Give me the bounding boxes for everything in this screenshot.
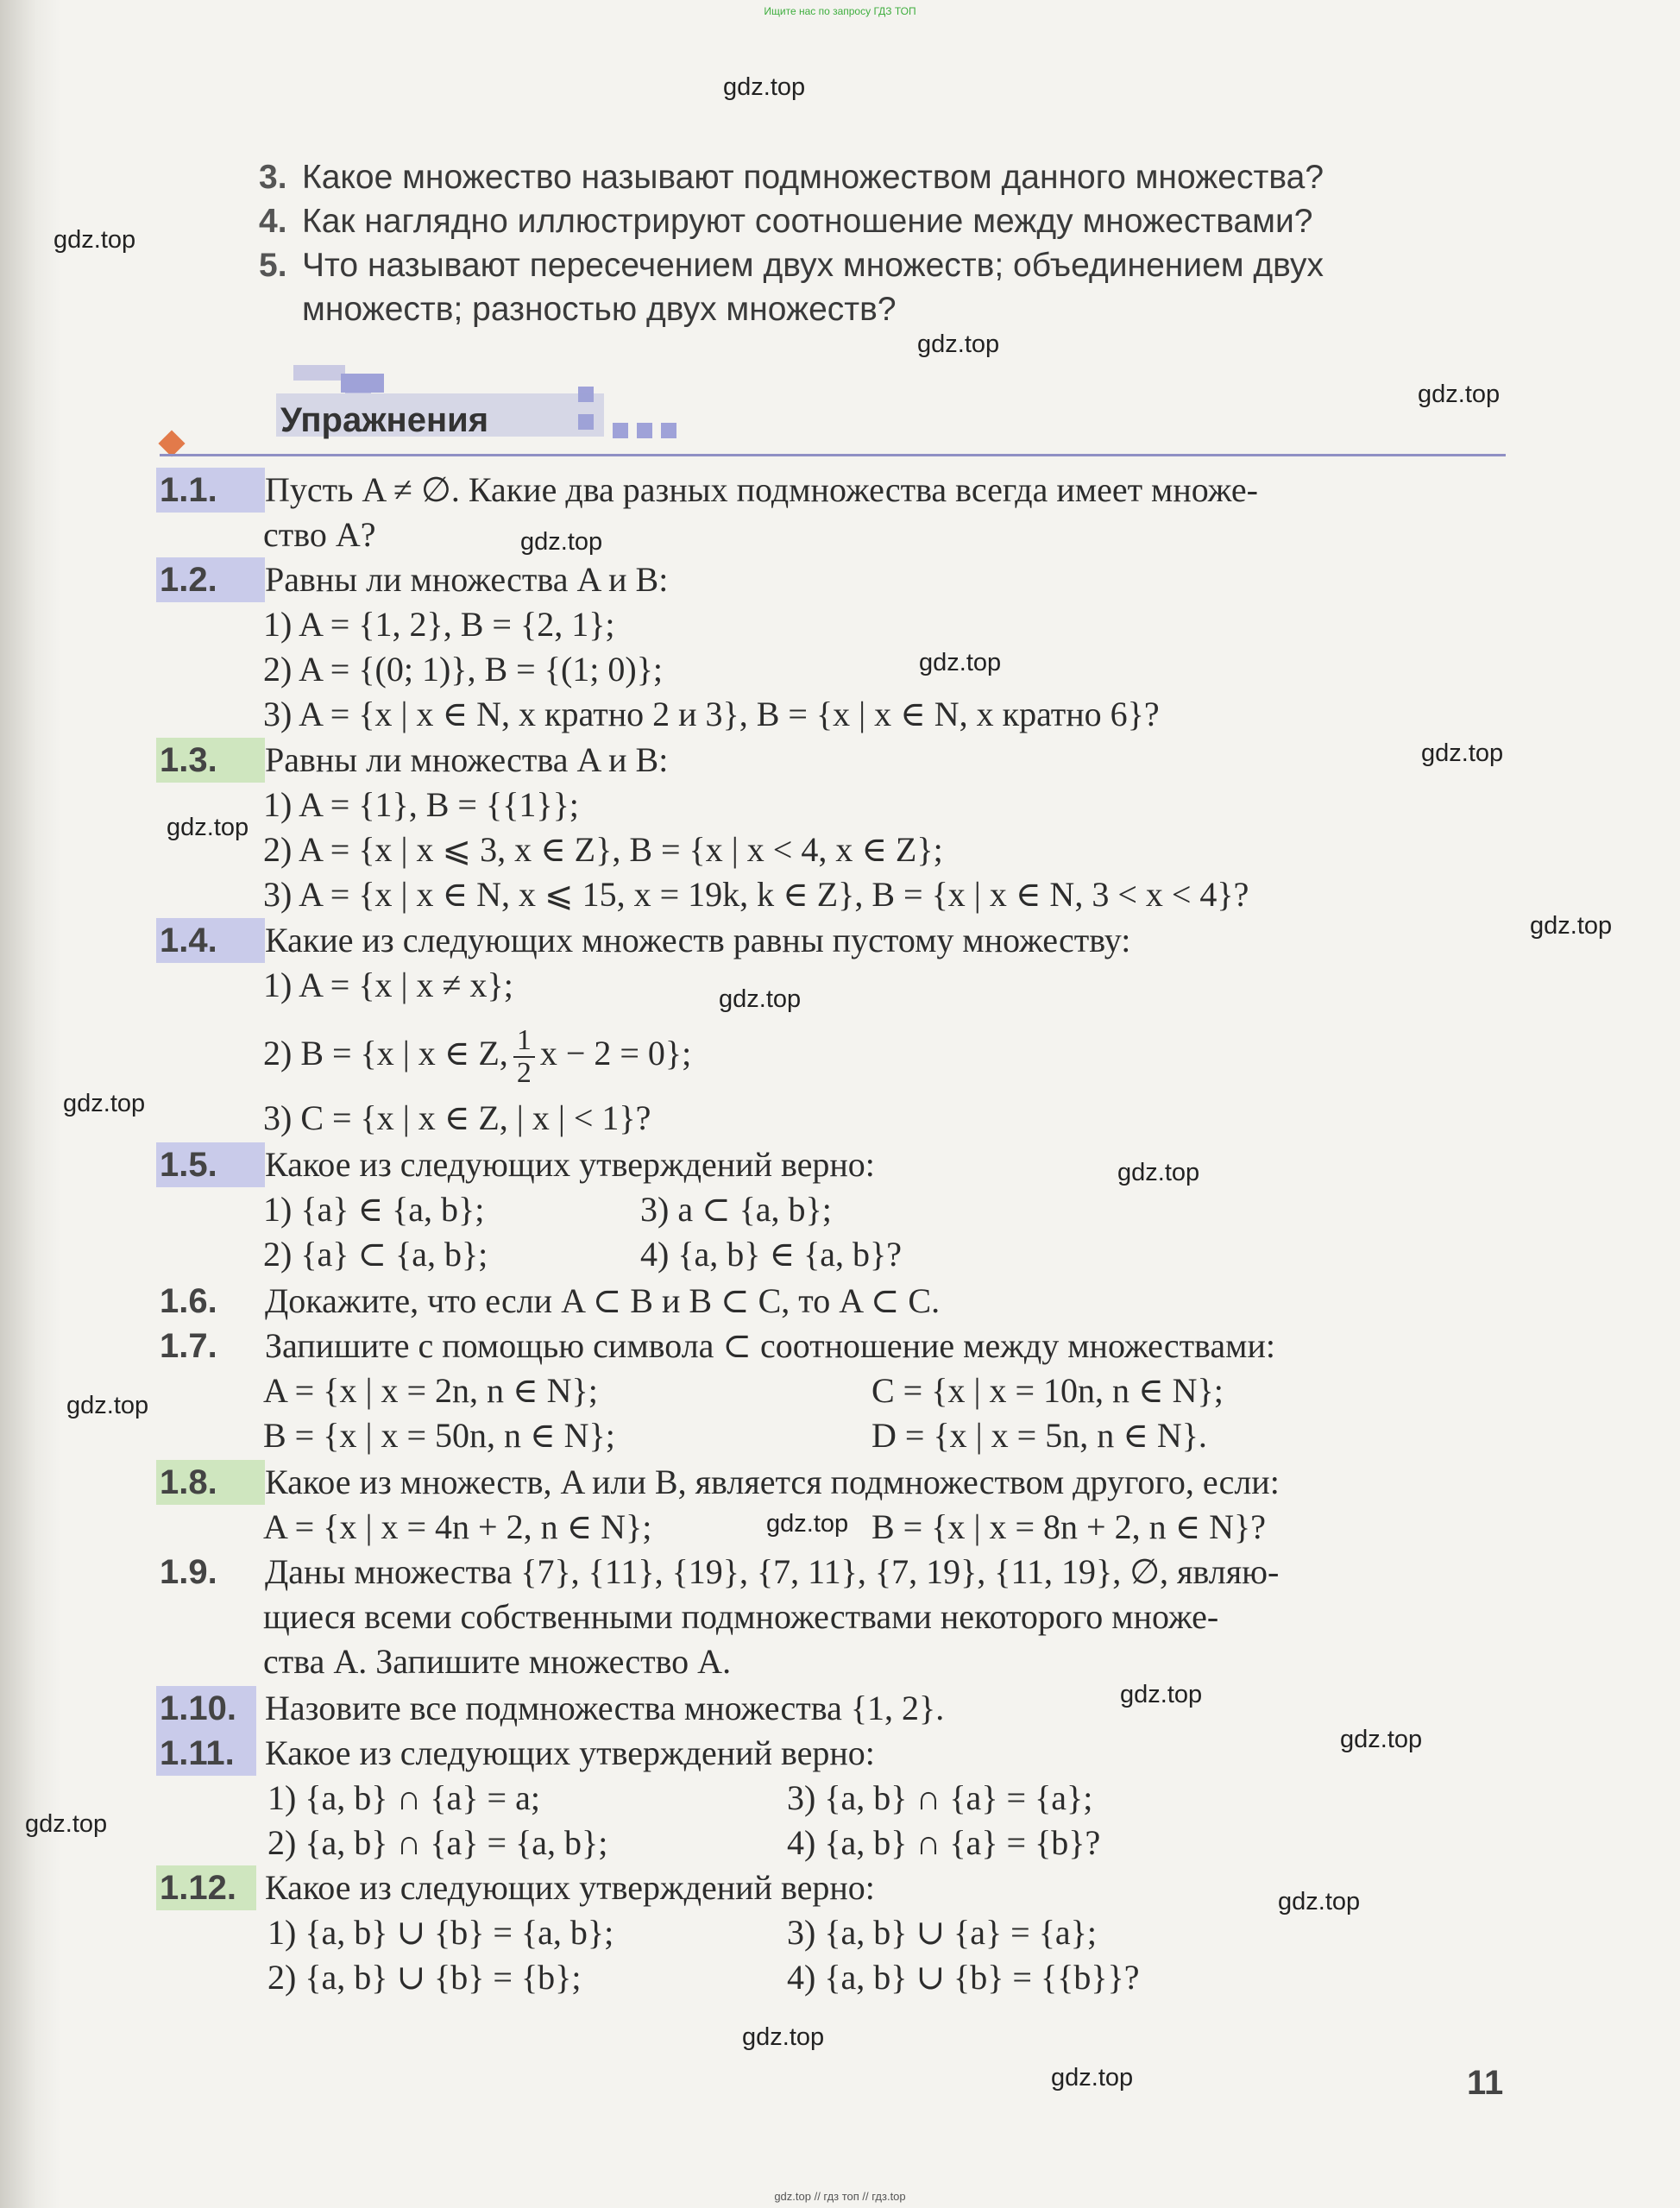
question-text: Какое множество называют подмножеством данного множества? [302,159,1324,196]
exercise-item: 1) {a, b} ∪ {b} = {a, b}; [267,1913,614,1952]
watermark: gdz.top [723,73,806,101]
watermark: gdz.top [1418,381,1501,408]
exercise-1-4 [160,918,1130,963]
exercise-number: 1.11. [156,1731,256,1776]
watermark: gdz.top [63,1090,146,1117]
exercise-item: 2) {a} ⊂ {a, b}; [263,1235,488,1274]
exercise-text: Пусть A ≠ ∅. Какие два разных подмножества всегда имеет множе- [265,470,1258,509]
exercise-item: B = {x | x = 8n + 2, n ∈ N}? [871,1507,1267,1546]
question-continuation: множеств; разностью двух множеств? [302,291,897,328]
exercise-item: 3) {a, b} ∪ {a} = {a}; [787,1913,1097,1952]
watermark: gdz.top [66,1392,149,1419]
exercise-item: B = {x | x = 50n, n ∈ N}; [263,1416,615,1455]
exercise-item: 1) A = {1, 2}, B = {2, 1}; [263,605,615,644]
exercise-number: 1.8. [156,1460,265,1505]
exercise-text: Запишите с помощью символа ⊂ соотношение между множествами: [265,1326,1275,1365]
exercise-number: 1.4. [156,918,265,963]
exercise-item: 1) {a, b} ∩ {a} = a; [267,1778,540,1817]
watermark: gdz.top [917,330,1000,358]
exercise-item: 3) {a, b} ∩ {a} = {a}; [787,1778,1093,1817]
page-edge-shadow [0,0,60,2208]
exercise-number: 1.2. [156,557,265,602]
exercise-item: 4) {a, b} ∩ {a} = {b}? [787,1823,1101,1862]
exercise-number: 1.1. [156,468,265,513]
question-number: 3. [259,159,287,196]
exercise-number: 1.9. [160,1553,217,1591]
exercise-1-10 [160,1686,944,1731]
exercise-number: 1.6. [160,1282,217,1320]
review-question [259,155,1510,199]
watermark: gdz.top [1340,1726,1423,1753]
exercise-item: A = {x | x = 2n, n ∈ N}; [263,1371,598,1410]
exercise-text: Какое из множеств, A или B, является подмножеством другого, если: [265,1463,1280,1501]
exercise-1-2 [160,557,668,602]
exercise-1-8 [160,1460,1280,1505]
watermark: gdz.top [520,528,603,556]
watermark: gdz.top [1530,912,1613,940]
exercise-text: ство A? [263,515,376,554]
exercise-text: Назовите все подмножества множества {1, 2}. [265,1689,945,1727]
exercise-item: 2) A = {x | x ⩽ 3, x ∈ Z}, B = {x | x < 4, x ∈ Z}; [263,830,943,869]
exercise-1-9 [160,1550,1279,1595]
fraction-suffix: x − 2 = 0}; [539,1034,692,1073]
watermark: gdz.top [742,2023,825,2051]
question-number: 5. [259,247,287,284]
watermark: gdz.top [766,1510,849,1538]
fraction-prefix: 2) B = {x | x ∈ Z, [263,1034,508,1073]
question-text: Как наглядно иллюстрируют соотношение между множествами? [302,203,1313,240]
exercise-item: 3) A = {x | x ∈ N, x кратно 2 и 3}, B = {x | x ∈ N, x кратно 6}? [263,695,1160,733]
exercise-text: Какое из следующих утверждений верно: [265,1733,875,1772]
watermark: gdz.top [25,1810,108,1838]
exercise-item: 3) A = {x | x ∈ N, x ⩽ 15, x = 19k, k ∈ Z}, B = {x | x ∈ N, 3 < x < 4}? [263,875,1249,914]
exercise-1-6 [160,1279,940,1324]
exercise-item: A = {x | x = 4n + 2, n ∈ N}; [263,1507,652,1546]
exercise-number: 1.5. [156,1142,265,1187]
exercise-1-12 [160,1865,875,1910]
exercise-item: 4) {a, b} ∪ {b} = {{b}}? [787,1958,1140,1997]
section-title: Упражнения [280,401,489,439]
exercise-number: 1.12. [156,1865,256,1910]
watermark: gdz.top [919,649,1002,676]
exercise-1-3 [160,738,668,783]
exercise-1-7 [160,1324,1275,1368]
watermark: gdz.top [1278,1888,1361,1915]
watermark: gdz.top [719,985,802,1013]
exercise-item: D = {x | x = 5n, n ∈ N}. [871,1416,1207,1455]
exercise-number: 1.3. [156,738,265,783]
fraction-numerator: 1 [513,1025,535,1058]
watermark: gdz.top [1120,1681,1203,1708]
exercise-text: Какие из следующих множеств равны пустому множеству: [265,921,1131,959]
exercise-text: Равны ли множества A и B: [265,560,669,599]
exercise-text: Равны ли множества A и B: [265,740,669,779]
exercise-item: 1) A = {x | x ≠ x}; [263,966,513,1004]
watermark: gdz.top [167,814,249,841]
top-banner-note: Ищите нас по запросу ГДЗ ТОП [764,5,916,17]
exercise-item: 1) A = {1}, B = {{1}}; [263,785,579,824]
review-question [259,199,1510,243]
exercise-text: Какое из следующих утверждений верно: [265,1145,875,1184]
exercise-item: 4) {a, b} ∈ {a, b}? [640,1235,902,1274]
question-number: 4. [259,203,287,240]
exercise-1-1 [160,468,1258,513]
fraction [513,1025,535,1089]
question-text: Что называют пересечением двух множеств; объединением двух [302,247,1324,284]
exercise-1-11 [160,1731,875,1776]
exercise-item: C = {x | x = 10n, n ∈ N}; [871,1371,1224,1410]
exercise-item: 2) {a, b} ∪ {b} = {b}; [267,1958,582,1997]
watermark: gdz.top [1117,1159,1200,1186]
exercise-text: щиеся всеми собственными подмножествами некоторого множе- [263,1597,1219,1636]
fraction-denominator: 2 [516,1057,532,1089]
section-divider [160,454,1506,456]
watermark: gdz.top [1421,739,1504,767]
exercise-item-fraction [263,1025,691,1089]
exercise-1-5 [160,1142,875,1187]
exercise-item: 3) C = {x | x ∈ Z, | x | < 1}? [263,1098,651,1137]
exercise-text: Какое из следующих утверждений верно: [265,1868,875,1907]
bottom-banner-note: gdz.top // гдз топ // гдз.top [774,2190,906,2203]
exercise-item: 2) A = {(0; 1)}, B = {(1; 0)}; [263,650,664,689]
exercise-item: 3) a ⊂ {a, b}; [640,1190,832,1229]
exercise-number: 1.10. [156,1686,256,1731]
exercise-number: 1.7. [160,1327,217,1365]
diamond-icon [158,430,185,456]
exercise-text: Докажите, что если A ⊂ B и B ⊂ C, то A ⊂ C. [265,1281,941,1320]
exercise-item: 2) {a, b} ∩ {a} = {a, b}; [267,1823,608,1862]
review-question [259,243,1510,331]
page-number: 11 [1467,2064,1504,2102]
watermark: gdz.top [53,226,136,254]
watermark: gdz.top [1051,2064,1134,2092]
exercise-text: ства A. Запишите множество A. [263,1642,732,1681]
exercise-item: 1) {a} ∈ {a, b}; [263,1190,485,1229]
exercise-text: Даны множества {7}, {11}, {19}, {7, 11}, {7, 19}, {11, 19}, ∅, являю- [265,1552,1280,1591]
